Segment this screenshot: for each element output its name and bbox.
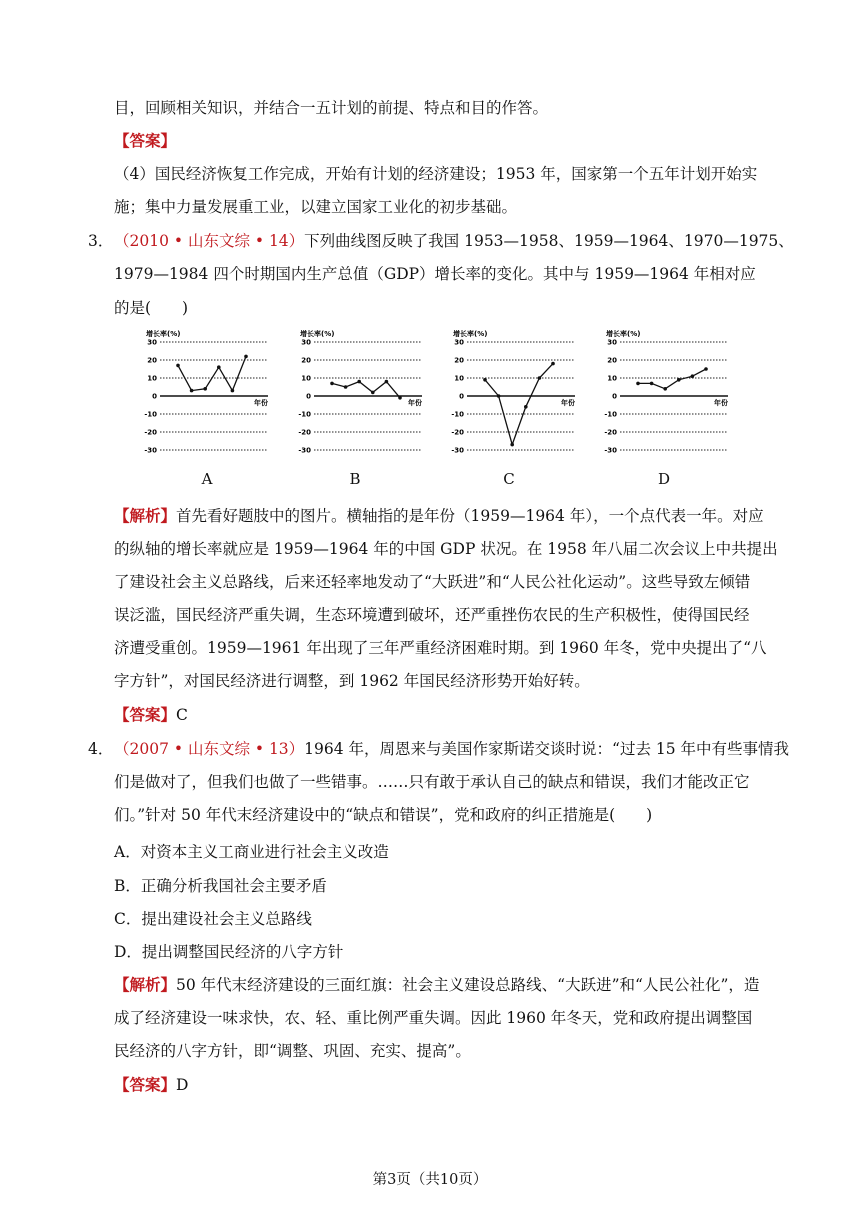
data-point	[176, 364, 180, 368]
text-line: 施；集中力量发展重工业，以建立国家工业化的初步基础。	[114, 198, 518, 216]
y-tick-label: -30	[144, 446, 157, 455]
analysis-line: 民经济的八字方针，即“调整、巩固、充实、提高”。	[114, 1042, 471, 1060]
data-point	[203, 387, 207, 391]
chart-xlabel: 年份	[561, 399, 575, 407]
answer-line	[114, 1074, 188, 1096]
analysis-line: 字方针”，对国民经济进行调整，到 1962 年国民经济形势开始好转。	[114, 672, 590, 690]
y-tick-label: -30	[604, 446, 617, 455]
y-tick-label: 30	[607, 338, 617, 347]
answer-value: C	[176, 706, 188, 724]
chart-ylabel: 增长率(%)	[146, 330, 181, 338]
analysis-label: 【解析】	[114, 507, 177, 525]
option-c: C．提出建设社会主义总路线	[114, 910, 312, 928]
answer-value: D	[176, 1076, 189, 1094]
question-stem-text: 1964 年，周恩来与美国作家斯诺交谈时说：“过去 15 年中有些事情我	[304, 740, 790, 758]
chart-ylabel: 增长率(%)	[300, 330, 335, 338]
chart-xlabel: 年份	[254, 399, 268, 407]
y-tick-label: -30	[451, 446, 464, 455]
series-line	[178, 356, 246, 390]
data-point	[344, 385, 348, 389]
data-point	[636, 382, 640, 386]
data-point	[217, 365, 221, 369]
question-source: （2010 • 山东文综 • 14）	[114, 232, 305, 250]
y-tick-label: 0	[306, 392, 311, 401]
analysis-line: 济遭受重创。1959—1961 年出现了三年严重经济困难时期。到 1960 年冬，党中央提出了“八	[114, 639, 767, 657]
answer-label: 【答案】	[114, 1076, 177, 1094]
y-tick-label: 30	[301, 338, 311, 347]
data-point	[538, 376, 542, 380]
question-stem: 1979—1984 四个时期国内生产总值（GDP）增长率的变化。其中与 1959—1964 年相对应	[114, 265, 756, 283]
question-number: 4．	[88, 740, 114, 758]
y-tick-label: -10	[298, 410, 311, 419]
data-point	[385, 380, 389, 384]
y-tick-label: -20	[604, 428, 617, 437]
data-point	[483, 378, 487, 382]
series-line	[638, 369, 706, 389]
y-tick-label: -30	[298, 446, 311, 455]
answer-label: 【答案】	[114, 706, 177, 724]
y-tick-label: -10	[144, 410, 157, 419]
y-tick-label: -20	[144, 428, 157, 437]
y-tick-label: 20	[607, 356, 617, 365]
analysis-line	[114, 974, 759, 996]
text-line: 目，回顾相关知识，并结合一五计划的前提、特点和目的作答。	[114, 99, 549, 117]
chart-xlabel: 年份	[714, 399, 728, 407]
data-point	[524, 405, 528, 409]
analysis-line: 成了经济建设一味求快，农、轻、重比例严重失调。因此 1960 年冬天，党和政府提出调整国	[114, 1009, 753, 1027]
y-tick-label: 30	[454, 338, 464, 347]
question-stem-text: 下列曲线图反映了我国 1953—1958、1959—1964、1970—1975、	[304, 232, 794, 250]
text-line: （4）国民经济恢复工作完成，开始有计划的经济建设；1953 年，国家第一个五年计划开始实	[114, 165, 758, 183]
option-b: B．正确分析我国社会主要矛盾	[114, 877, 327, 895]
chart-svg	[134, 330, 274, 458]
data-point	[357, 380, 361, 384]
question-stem	[114, 738, 789, 760]
y-tick-label: -10	[604, 410, 617, 419]
chart-ylabel: 增长率(%)	[453, 330, 488, 338]
y-tick-label: -10	[451, 410, 464, 419]
data-point	[371, 391, 375, 395]
chart-d	[594, 330, 734, 458]
answer-line	[114, 704, 188, 726]
data-point	[691, 374, 695, 378]
data-point	[663, 387, 667, 391]
chart-xlabel: 年份	[408, 399, 422, 407]
question-source: （2007 • 山东文综 • 13）	[114, 740, 305, 758]
answer-label: 【答案】	[114, 132, 177, 150]
y-tick-label: 10	[147, 374, 157, 383]
y-tick-label: 0	[612, 392, 617, 401]
question-stem: 的是( )	[114, 299, 189, 317]
analysis-text: 50 年代末经济建设的三面红旗：社会主义建设总路线、“大跃进”和“人民公社化”，造	[176, 976, 760, 994]
data-point	[497, 394, 501, 398]
y-tick-label: 20	[454, 356, 464, 365]
y-tick-label: 20	[147, 356, 157, 365]
data-point	[231, 389, 235, 393]
data-point	[551, 362, 555, 366]
page-footer: 第3页（共10页）	[372, 1172, 488, 1188]
data-point	[244, 355, 248, 359]
analysis-line: 的纵轴的增长率就应是 1959—1964 年的中国 GDP 状况。在 1958 年八届二次会议上中共提出	[114, 540, 778, 558]
chart-c	[441, 330, 581, 458]
data-point	[704, 367, 708, 371]
chart-label-c: C	[503, 470, 515, 488]
chart-b	[288, 330, 428, 458]
chart-ylabel: 增长率(%)	[606, 330, 641, 338]
y-tick-label: 30	[147, 338, 157, 347]
analysis-text: 首先看好题肢中的图片。横轴指的是年份（1959—1964 年），一个点代表一年。对应	[176, 507, 764, 525]
chart-label-d: D	[657, 470, 671, 488]
y-tick-label: -20	[451, 428, 464, 437]
data-point	[650, 382, 654, 386]
analysis-line: 误泛滥，国民经济严重失调，生态环境遭到破坏，还严重挫伤农民的生产积极性，使得国民经	[114, 606, 750, 624]
data-point	[190, 389, 194, 393]
question-stem: 们。”针对 50 年代末经济建设中的“缺点和错误”，党和政府的纠正措施是( )	[114, 806, 653, 824]
chart-label-a: A	[201, 470, 213, 488]
chart-svg	[594, 330, 734, 458]
y-tick-label: 20	[301, 356, 311, 365]
analysis-line	[114, 505, 764, 527]
data-point	[510, 443, 514, 447]
option-a: A．对资本主义工商业进行社会主义改造	[114, 843, 389, 861]
data-point	[398, 396, 402, 400]
analysis-label: 【解析】	[114, 976, 177, 994]
data-point	[330, 382, 334, 386]
y-tick-label: 10	[454, 374, 464, 383]
chart-svg	[288, 330, 428, 458]
option-d: D．提出调整国民经济的八字方针	[114, 943, 344, 961]
question-stem: 们是做对了，但我们也做了一些错事。……只有敢于承认自己的缺点和错误，我们才能改正它	[114, 773, 750, 791]
question-stem	[114, 230, 794, 252]
y-tick-label: 10	[301, 374, 311, 383]
y-tick-label: 0	[152, 392, 157, 401]
data-point	[677, 378, 681, 382]
y-tick-label: 10	[607, 374, 617, 383]
question-number: 3．	[88, 232, 114, 250]
chart-a	[134, 330, 274, 458]
analysis-line: 了建设社会主义总路线，后来还轻率地发动了“大跃进”和“人民公社化运动”。这些导致左倾错	[114, 573, 751, 591]
y-tick-label: 0	[459, 392, 464, 401]
chart-svg	[441, 330, 581, 458]
y-tick-label: -20	[298, 428, 311, 437]
chart-label-b: B	[349, 470, 361, 488]
